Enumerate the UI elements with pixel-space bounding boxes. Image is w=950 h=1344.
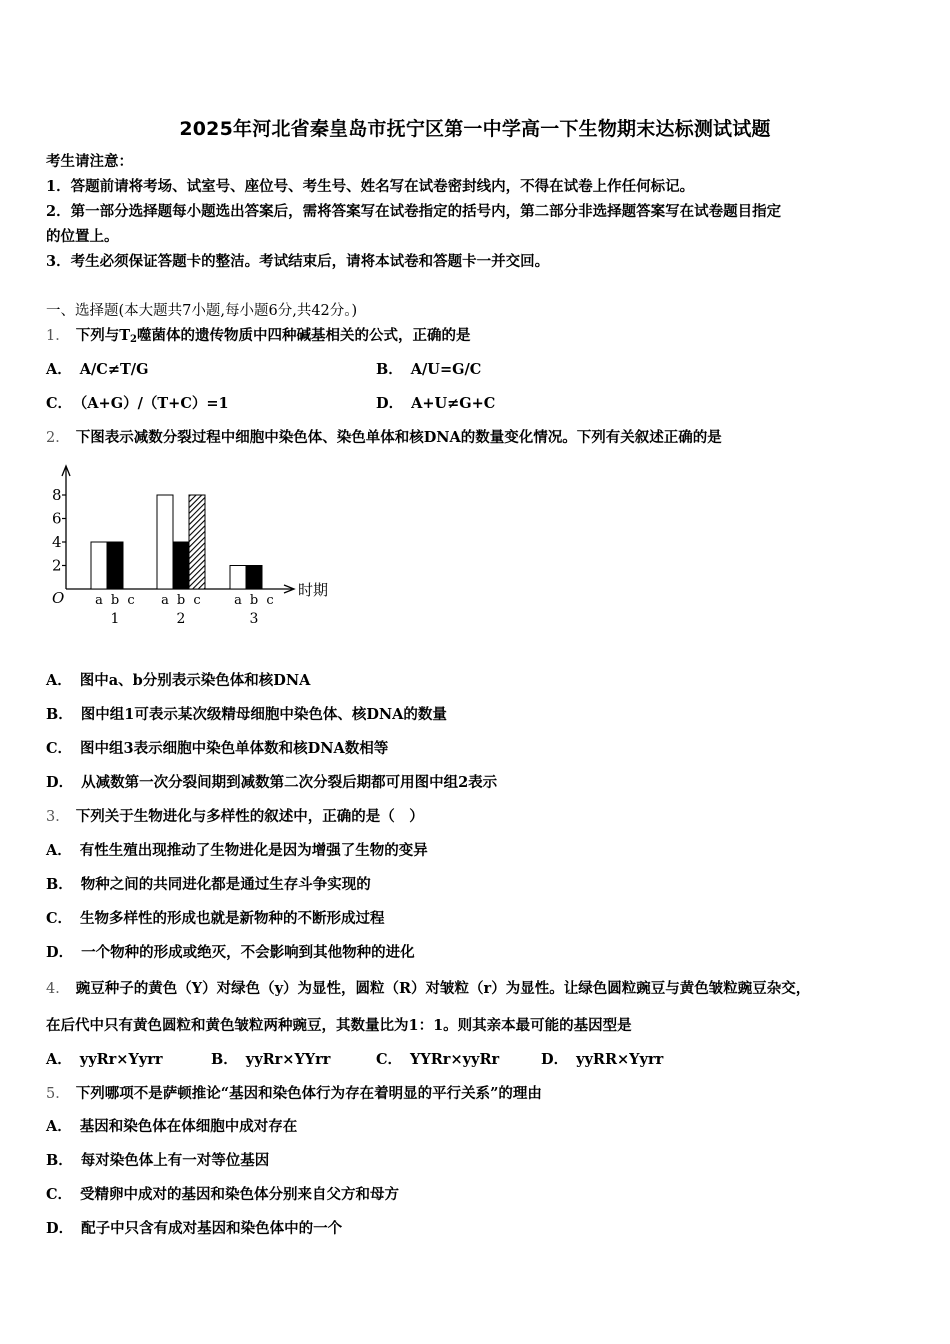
option-c[interactable]: C． 受精卵中成对的基因和染色体分别来自父方和母方	[46, 1186, 400, 1203]
bar-letter-label: c	[127, 593, 135, 608]
option-b[interactable]: B． A/U=G/C	[376, 361, 482, 378]
option-d[interactable]: D． yyRR×Yyrr	[541, 1051, 664, 1068]
option-a[interactable]: A． 图中a、b分别表示染色体和核DNA	[46, 672, 311, 689]
option-c[interactable]: C． （A+G）/（T+C）=1	[46, 395, 229, 412]
meiosis-bar-chart	[40, 458, 350, 638]
option-c[interactable]: C． 图中组3表示细胞中染色单体数和核DNA数相等	[46, 740, 389, 757]
option-c[interactable]: C． YYRr×yyRr	[376, 1051, 500, 1068]
question-2-stem: 2． 下图表示减数分裂过程中细胞中染色体、染色单体和核DNA的数量变化情况。下列有关叙述正确的是	[46, 429, 722, 446]
x-axis-label: 时期	[298, 581, 329, 599]
option-d[interactable]: D． 配子中只含有成对基因和染色体中的一个	[46, 1220, 343, 1237]
option-b[interactable]: B． yyRr×YYrr	[211, 1051, 331, 1068]
option-d[interactable]: D． 一个物种的形成或绝灭，不会影响到其他物种的进化	[46, 944, 415, 961]
option-a[interactable]: A． 有性生殖出现推动了生物进化是因为增强了生物的变异	[46, 842, 428, 859]
question-5-stem: 5． 下列哪项不是萨顿推论“基因和染色体行为存在着明显的平行关系”的理由	[46, 1085, 542, 1102]
bar-letter-label: c	[266, 593, 274, 608]
option-b[interactable]: B． 每对染色体上有一对等位基因	[46, 1152, 270, 1169]
option-a[interactable]: A． 基因和染色体在体细胞中成对存在	[46, 1118, 298, 1135]
option-c[interactable]: C． 生物多样性的形成也就是新物种的不断形成过程	[46, 910, 385, 927]
notice-heading: 考生请注意：	[46, 153, 133, 170]
question-4-stem-continued: 在后代中只有黄色圆粒和黄色皱粒两种豌豆，其数量比为1：1。则其亲本最可能的基因型是	[46, 1017, 632, 1034]
page-title: 2025年河北省秦皇岛市抚宁区第一中学高一下生物期末达标测试试题	[179, 118, 771, 140]
y-tick-label: 6	[52, 509, 62, 528]
question-3-stem: 3． 下列关于生物进化与多样性的叙述中，正确的是（ ）	[46, 808, 424, 825]
notice-item: 2．第一部分选择题每小题选出答案后，需将答案写在试卷指定的括号内，第二部分非选择题答案写在试卷题目指定	[46, 203, 782, 220]
bar-letter-label: a	[234, 593, 242, 608]
bar-a-group-1	[91, 542, 107, 589]
option-a[interactable]: A． yyRr×Yyrr	[46, 1051, 163, 1068]
bar-a-group-3	[230, 566, 246, 590]
y-tick-label: 4	[52, 533, 62, 551]
bar-letter-label: a	[161, 593, 169, 608]
bar-letter-label: a	[95, 593, 103, 608]
bar-b-group-1	[107, 542, 123, 589]
question-1-stem: 1． 下列与$T_2$噬菌体的遗传物质中四种碱基相关的公式，正确的是	[46, 327, 471, 345]
option-d[interactable]: D． A+U≠G+C	[376, 395, 496, 412]
option-b[interactable]: B． 物种之间的共同进化都是通过生存斗争实现的	[46, 876, 371, 893]
notice-item: 3．考生必须保证答题卡的整洁。考试结束后，请将本试卷和答题卡一并交回。	[46, 253, 550, 270]
y-tick-label: 8	[52, 486, 62, 504]
bar-c-group-2	[189, 495, 205, 589]
bar-b-group-3	[246, 566, 262, 590]
group-label: 1	[110, 611, 120, 627]
y-tick-label: 2	[52, 556, 62, 575]
option-b[interactable]: B． 图中组1可表示某次级精母细胞中染色体、核DNA的数量	[46, 706, 447, 723]
bar-b-group-2	[173, 542, 189, 589]
option-a[interactable]: A． A/C≠T/G	[46, 361, 149, 378]
question-number: 1．	[46, 328, 70, 344]
option-d[interactable]: D． 从减数第一次分裂间期到减数第二次分裂后期都可用图中组2表示	[46, 774, 498, 791]
bar-letter-label: c	[193, 593, 201, 608]
bar-letter-label: b	[110, 593, 120, 608]
bar-a-group-2	[157, 495, 173, 589]
group-label: 3	[249, 611, 259, 627]
bar-letter-label: b	[249, 593, 259, 608]
origin-label: O	[52, 589, 65, 607]
notice-item: 1．答题前请将考场、试室号、座位号、考生号、姓名写在试卷密封线内，不得在试卷上作任何标记。	[46, 178, 695, 195]
question-4-stem: 4． 豌豆种子的黄色（Y）对绿色（y）为显性，圆粒（R）对皱粒（r）为显性。让绿色圆粒豌豆与黄色皱粒豌豆杂交，	[46, 980, 811, 997]
bar-letter-label: b	[176, 593, 186, 608]
group-label: 2	[176, 611, 186, 627]
section-heading: 一、选择题(本大题共7小题,每小题6分,共42分。)	[46, 303, 358, 319]
notice-item: 的位置上。	[46, 228, 119, 245]
